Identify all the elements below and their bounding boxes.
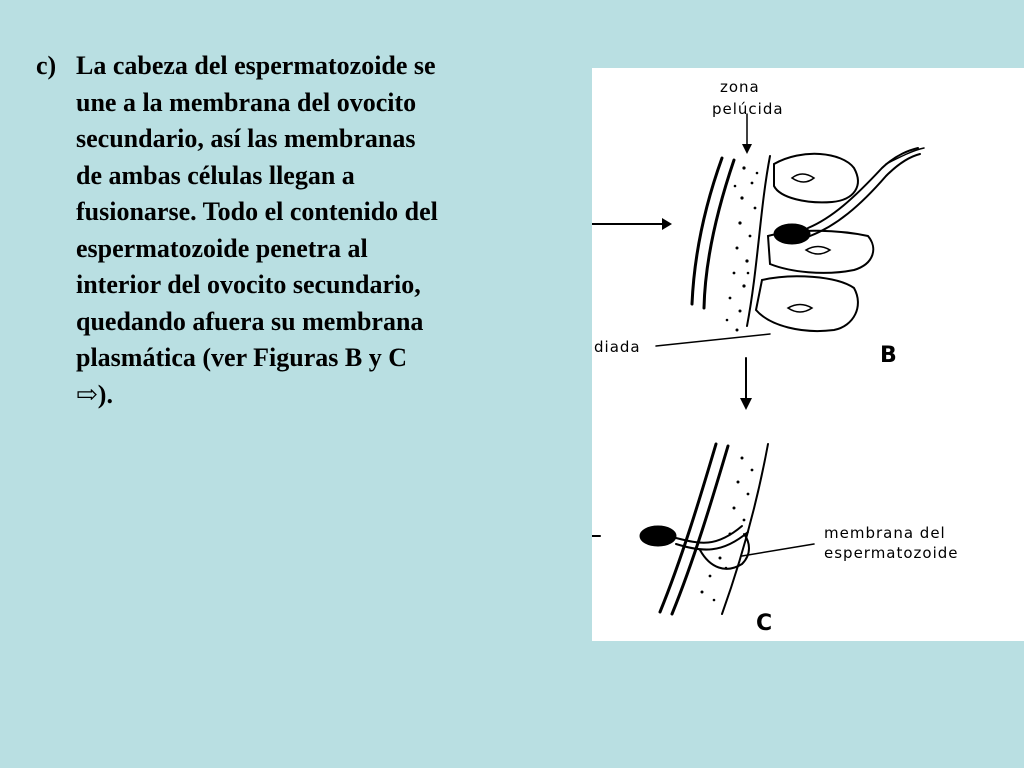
paragraph-line: fusionarse. Todo el contenido del	[76, 197, 438, 226]
paragraph-line: plasmática (ver Figuras B y C	[76, 343, 407, 372]
zona-label-line1: zona	[720, 78, 760, 96]
slide-text-block	[36, 48, 576, 413]
fertilization-figure	[592, 68, 1024, 641]
paragraph-line: La cabeza del espermatozoide se	[76, 51, 436, 80]
paragraph-line: espermatozoide penetra al	[76, 233, 368, 263]
paragraph-line: ⇨).	[76, 379, 113, 409]
membrana-label-line1: membrana del	[824, 524, 946, 542]
membrana-label-line2: espermatozoide	[824, 544, 959, 562]
paragraph-line: secundario, así las membranas	[76, 124, 416, 153]
slide-paragraph	[76, 48, 438, 413]
paragraph-line: de ambas células llegan a	[76, 160, 355, 190]
panel-c-letter: C	[756, 611, 773, 636]
fertilization-illustration	[592, 68, 1024, 641]
zona-dots-c	[701, 457, 754, 602]
list-item-marker: c)	[36, 51, 57, 80]
panel-b-drawing	[592, 114, 924, 410]
panel-b-letter: B	[880, 343, 897, 368]
paragraph-line: interior del ovocito secundario,	[76, 270, 421, 299]
zona-label-line2: pelúcida	[712, 100, 784, 118]
paragraph-line: une a la membrana del ovocito	[76, 87, 417, 117]
panel-c-drawing	[592, 444, 814, 614]
zona-dots	[726, 166, 759, 331]
diada-label: diada	[594, 338, 641, 356]
paragraph-line: quedando afuera su membrana	[76, 306, 424, 336]
